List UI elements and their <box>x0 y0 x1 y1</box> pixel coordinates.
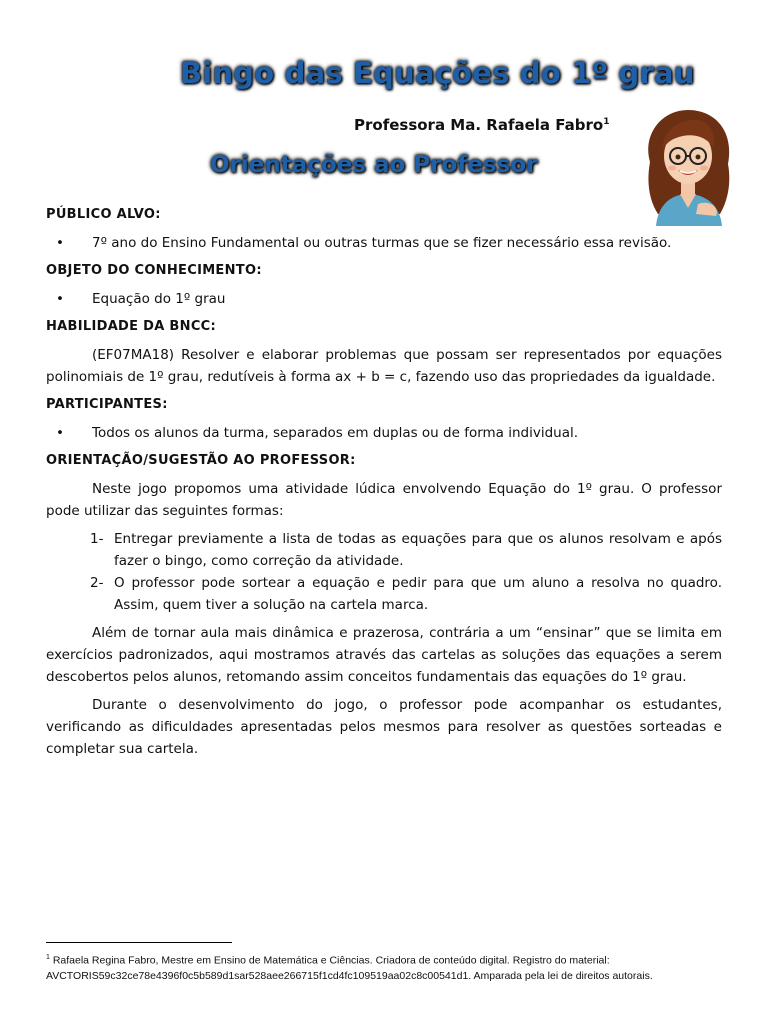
heading-habilidade: HABILIDADE DA BNCC: <box>46 319 217 334</box>
bullet-text: Todos os alunos da turma, separados em duplas ou de forma individual. <box>92 425 579 441</box>
footnote-line-1 <box>46 950 736 969</box>
list-text: Entregar previamente a lista de todas as equações para que os alunos resolvam e após fazer o bingo, como correção da atividade. <box>114 531 722 569</box>
paragraph-habilidade: (EF07MA18) Resolver e elaborar problemas que possam ser representados por equações polinomiais de 1º grau, redutíveis à forma ax + b = c, fazendo uso das propriedades da igualdade. <box>46 347 722 385</box>
list-text: O professor pode sortear a equação e pedir para que um aluno a resolva no quadro. Assim, quem tiver a solução na cartela marca. <box>114 575 722 613</box>
numbered-list <box>46 528 722 616</box>
list-number: 1- <box>90 531 104 547</box>
bullet-item <box>46 232 722 254</box>
section-subtitle: Orientações ao Professor <box>210 152 538 178</box>
paragraph-intro: Neste jogo propomos uma atividade lúdica envolvendo Equação do 1º grau. O professor pode utilizar das seguintes formas: <box>46 481 722 519</box>
document-body <box>46 204 722 766</box>
bullet-icon: • <box>56 425 64 441</box>
bullet-item <box>46 288 722 310</box>
heading-participantes: PARTICIPANTES: <box>46 397 168 412</box>
footnote-text-1: Rafaela Regina Fabro, Mestre em Ensino de Matemática e Ciências. Criadora de conteúdo digital. Registro do material: <box>52 954 610 967</box>
footnote <box>46 950 736 984</box>
paragraph-third: Durante o desenvolvimento do jogo, o professor pode acompanhar os estudantes, verificando as dificuldades apresentadas pelos mesmos para resolver as questões sorteadas e completar sua cartela. <box>46 697 722 757</box>
heading-publico-alvo: PÚBLICO ALVO: <box>46 207 161 222</box>
footnote-mark: 1 <box>46 954 50 961</box>
footnote-divider <box>46 942 232 943</box>
paragraph-second: Além de tornar aula mais dinâmica e prazerosa, contrária a um “ensinar” que se limita em exercícios padronizados, aqui mostramos através das cartelas as soluções das equações a serem descobertos pelos alunos, retomando assim conceitos fundamentais das equações do 1º grau. <box>46 625 722 685</box>
heading-orientacao: ORIENTAÇÃO/SUGESTÃO AO PROFESSOR: <box>46 453 356 468</box>
list-item <box>46 572 722 616</box>
heading-objeto: OBJETO DO CONHECIMENTO: <box>46 263 262 278</box>
bullet-text: 7º ano do Ensino Fundamental ou outras turmas que se fizer necessário essa revisão. <box>92 235 672 251</box>
bullet-text: Equação do 1º grau <box>92 291 226 307</box>
bullet-item <box>46 422 722 444</box>
author-name: Professora Ma. Rafaela Fabro <box>354 116 604 134</box>
footnote-line-2: AVCTORIS59c32ce78e4396f0c5b589d1sar528aee266715f1cd4fc109519aa02c8c00541d1. Amparada pela lei de direitos autorais. <box>46 969 653 982</box>
footnote-mark: 1 <box>603 117 610 127</box>
page-title: Bingo das Equações do 1º grau <box>180 56 695 90</box>
list-item <box>46 528 722 572</box>
author-line <box>354 116 609 134</box>
bullet-icon: • <box>56 235 64 251</box>
bullet-icon: • <box>56 291 64 307</box>
list-number: 2- <box>90 575 104 591</box>
